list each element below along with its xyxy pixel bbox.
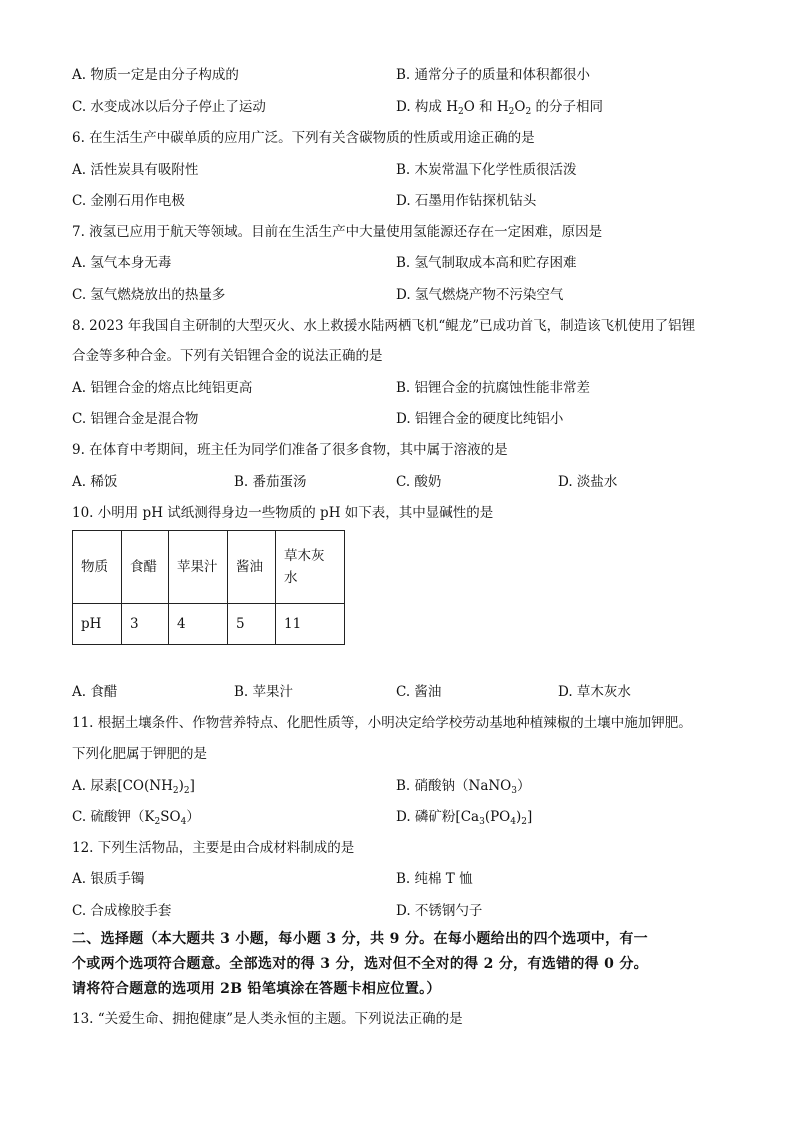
table-header-cell: 酱油 [228, 531, 276, 604]
q5-option-d: D. 构成 $H_2O$ 和 $H_2O_2$ 的分子相同 [396, 99, 604, 117]
q8-option-c: C. 铝锂合金是混合物 [72, 411, 199, 427]
q10-stem: 10. 小明用 pH 试纸测得身边一些物质的 pH 如下表，其中显碱性的是 [72, 505, 494, 521]
table-cell: 11 [276, 604, 345, 645]
table-cell: 5 [228, 604, 276, 645]
table-cell: 3 [122, 604, 169, 645]
q13-stem: 13. “关爱生命、拥抱健康”是人类永恒的主题。下列说法正确的是 [72, 1011, 463, 1027]
q5-option-a: A. 物质一定是由分子构成的 [72, 67, 239, 83]
q10-option-b: B. 苹果汁 [234, 684, 294, 700]
table-header-cell: 草木灰 水 [276, 531, 345, 604]
q6-option-b: B. 木炭常温下化学性质很活泼 [396, 162, 577, 178]
q11-stem-line2: 下列化肥属于钾肥的是 [72, 746, 207, 762]
q7-option-d: D. 氢气燃烧产物不污染空气 [396, 287, 564, 303]
q9-option-b: B. 番茄蛋汤 [234, 474, 307, 490]
section-heading-line3: 请将符合题意的选项用 2B 铅笔填涂在答题卡相应位置。） [72, 981, 441, 997]
table-cell: pH [73, 604, 122, 645]
q5-option-c: C. 水变成冰以后分子停止了运动 [72, 99, 266, 115]
q6-option-c: C. 金刚石用作电极 [72, 193, 185, 209]
q11-option-c: C. 硫酸钾$(K_2SO_4)$ [72, 809, 200, 827]
q12-option-a: A. 银质手镯 [72, 871, 145, 887]
q6-stem: 6. 在生活生产中碳单质的应用广泛。下列有关含碳物质的性质或用途正确的是 [72, 130, 535, 146]
q5-option-b: B. 通常分子的质量和体积都很小 [396, 67, 591, 83]
q11-stem-line1: 11. 根据土壤条件、作物营养特点、化肥性质等，小明决定给学校劳动基地种植辣椒的土壤中施加钾肥。 [72, 715, 692, 731]
q10-option-d: D. 草木灰水 [558, 684, 631, 700]
q7-option-a: A. 氢气本身无毒 [72, 255, 172, 271]
q7-stem: 7. 液氢已应用于航天等领域。目前在生活生产中大量使用氢能源还存在一定困难，原因是 [72, 224, 603, 240]
q9-option-d: D. 淡盐水 [558, 474, 618, 490]
q8-stem-line1: 8. 2023 年我国自主研制的大型灭火、水上救援水陆两栖飞机“鲲龙”已成功首飞，制造该飞机使用了铝锂 [72, 318, 696, 334]
ph-table [72, 530, 345, 645]
q6-option-a: A. 活性炭具有吸附性 [72, 162, 199, 178]
q11-option-a: A. 尿素$[CO(NH_2)_2]$ [72, 778, 195, 796]
q8-stem-line2: 合金等多种合金。下列有关铝锂合金的说法正确的是 [72, 348, 383, 364]
q7-option-b: B. 氢气制取成本高和贮存困难 [396, 255, 577, 271]
q9-option-a: A. 稀饭 [72, 474, 118, 490]
table-row [73, 604, 345, 645]
q11-option-b: B. 硝酸钠（NaNO$_3$） [396, 778, 531, 796]
q7-option-c: C. 氢气燃烧放出的热量多 [72, 287, 226, 303]
section-heading-line1: 二、选择题（本大题共 3 小题，每小题 3 分，共 9 分。在每小题给出的四个选项中，有一 [72, 931, 648, 947]
table-header-cell: 苹果汁 [169, 531, 228, 604]
q12-option-b: B. 纯棉 T 恤 [396, 871, 473, 887]
q8-option-b: B. 铝锂合金的抗腐蚀性能非常差 [396, 380, 591, 396]
q11-option-d: D. 磷矿粉$[Ca_3(PO_4)_2]$ [396, 809, 533, 827]
section-heading-line2: 个或两个选项符合题意。全部选对的得 3 分，选对但不全对的得 2 分，有选错的得 0 分。 [72, 956, 648, 972]
table-header-cell: 物质 [73, 531, 122, 604]
q6-option-d: D. 石墨用作钻探机钻头 [396, 193, 537, 209]
q10-option-a: A. 食醋 [72, 684, 118, 700]
table-header-cell: 食醋 [122, 531, 169, 604]
q10-option-c: C. 酱油 [396, 684, 442, 700]
table-header-row [73, 531, 345, 604]
q12-stem: 12. 下列生活物品，主要是由合成材料制成的是 [72, 840, 355, 856]
q8-option-a: A. 铝锂合金的熔点比纯铝更高 [72, 380, 253, 396]
q9-stem: 9. 在体育中考期间，班主任为同学们准备了很多食物，其中属于溶液的是 [72, 442, 508, 458]
q12-option-d: D. 不锈钢勺子 [396, 903, 483, 919]
table-cell: 4 [169, 604, 228, 645]
q12-option-c: C. 合成橡胶手套 [72, 903, 172, 919]
q8-option-d: D. 铝锂合金的硬度比纯铝小 [396, 411, 564, 427]
q9-option-c: C. 酸奶 [396, 474, 442, 490]
